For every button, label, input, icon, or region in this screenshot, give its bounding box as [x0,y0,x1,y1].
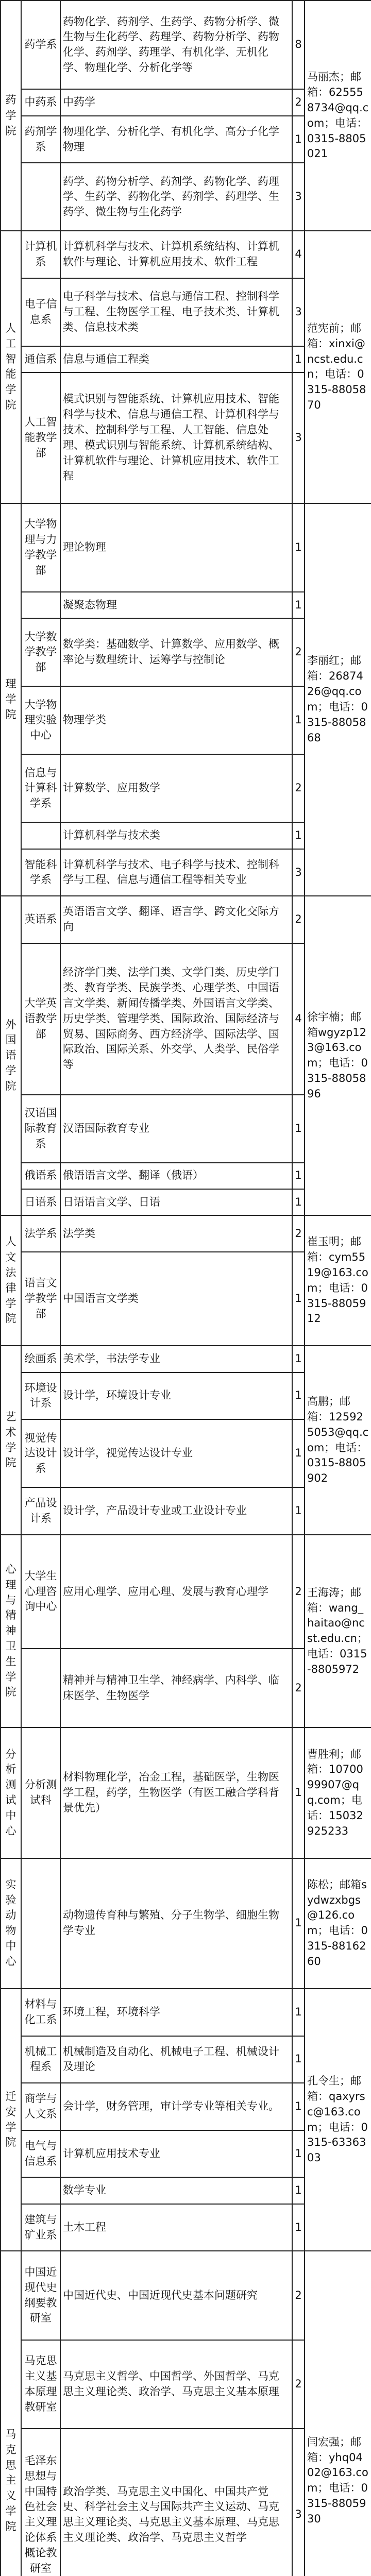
department-name [21,822,60,849]
major-requirements: 药学、药物分析学、药剂学、药物化学、药理学、生药学、药物化学、药剂学、药理学、生药学、微生物与生化药学 [60,163,292,231]
major-requirements: 数学专业 [60,2177,292,2204]
position-count: 1 [292,2083,305,2130]
department-name [21,1858,60,1989]
contact-info: 马丽杰；邮箱：625558734@qq.com；电话：0315-8805021 [305,1,371,231]
department-name: 智能科学系 [21,849,60,896]
position-count: 1 [292,686,305,754]
department-name: 中药系 [21,89,60,115]
position-count: 4 [292,943,305,1095]
college-name: 人文法律学院 [1,1215,21,1346]
major-requirements: 日语语言文学、日语 [60,1189,292,1215]
table-row [1,1727,371,1858]
department-name: 商学与人文系 [21,2083,60,2130]
contact-info: 高鹏；邮箱：125925053@qq.com；电话：0315-8805902 [305,1346,371,1535]
position-count: 1 [292,1189,305,1215]
table-row [1,896,371,943]
college-name: 药学院 [1,1,21,231]
department-name: 计算机系 [21,231,60,278]
major-requirements: 信息与通信工程类 [60,346,292,372]
table-row [1,231,371,278]
position-count: 1 [292,1419,305,1487]
table-row [1,1535,371,1649]
department-name: 建筑与矿业系 [21,2204,60,2251]
department-name: 电子信息系 [21,278,60,346]
position-count: 3 [292,2429,305,2576]
position-count: 3 [292,372,305,503]
department-name: 机械工程系 [21,2036,60,2083]
department-name: 法学系 [21,1215,60,1252]
position-count: 1 [292,1252,305,1346]
college-name: 理学院 [1,503,21,896]
major-requirements: 会计学，财务管理，审计学专业等相关专业。 [60,2083,292,2130]
college-name: 马克思主义学院 [1,2251,21,2576]
department-name: 分析测试科 [21,1727,60,1858]
department-name: 材料与化工系 [21,1989,60,2036]
position-count: 2 [292,1649,305,1727]
major-requirements: 凝聚态物理 [60,592,292,618]
department-name: 视觉传达设计系 [21,1419,60,1487]
department-name [21,1649,60,1727]
position-count: 2 [292,2340,305,2429]
college-name: 实验动物中心 [1,1858,21,1989]
major-requirements: 俄语语言文学、翻译（俄语） [60,1163,292,1189]
table-row [1,1215,371,1252]
department-name: 毛泽东思想与中国特色社会主义理论体系概论教研室 [21,2429,60,2576]
position-count: 4 [292,231,305,278]
department-name: 产品设计系 [21,1487,60,1535]
table-row [1,503,371,592]
position-count: 1 [292,1487,305,1535]
major-requirements: 模式识别与智能系统、计算机应用技术、智能科学与技术、信息与通信工程、计算机科学与技术、控制科学与工程、人工智能、信息处理、模式识别与智能系统、计算机系统结构、计算机软件与理论、计算机应用技术、软件工程 [60,372,292,503]
major-requirements: 环境工程，环境科学 [60,1989,292,2036]
major-requirements: 理论物理 [60,503,292,592]
major-requirements: 计算机科学与技术类 [60,822,292,849]
department-name: 日语系 [21,1189,60,1215]
major-requirements: 设计学，视觉传达设计专业 [60,1419,292,1487]
position-count: 1 [292,1372,305,1420]
department-name: 马克思主义基本原理教研室 [21,2340,60,2429]
major-requirements: 计算机科学与技术、电子科学与技术、控制科学与工程、信息与通信工程等相关专业 [60,849,292,896]
position-count: 1 [292,503,305,592]
position-count: 2 [292,89,305,115]
table-row [1,1346,371,1372]
department-name: 大学数学教学部 [21,618,60,686]
table-row [1,1858,371,1989]
department-name [21,2177,60,2204]
major-requirements: 药物化学、药剂学、生药学、药物分析学、微生物与生化药学、药理学、药物分析学、药物化学、药剂学、药理学、有机化学、无机化学、物理化学、分析化学等 [60,1,292,89]
department-name [21,592,60,618]
college-name: 迁安学院 [1,1989,21,2251]
major-requirements: 中药学 [60,89,292,115]
major-requirements: 电子科学与技术、信息与通信工程、控制科学与工程、生物医学工程、电子技术类、计算机类、信息技术类 [60,278,292,346]
major-requirements: 中国近代史、中国近现代史基本问题研究 [60,2251,292,2340]
department-name: 绘画系 [21,1346,60,1372]
position-count: 2 [292,1215,305,1252]
major-requirements: 美术学，书法学专业 [60,1346,292,1372]
position-count: 1 [292,1095,305,1163]
position-count: 1 [292,2177,305,2204]
major-requirements: 精神并与精神卫生学、神经病学、内科学、临床医学、生物医学 [60,1649,292,1727]
contact-info: 李丽红；邮箱：2687426@qq.com；电话：0315-8805868 [305,503,371,896]
major-requirements: 动物遗传育种与繁殖、分子生物学、细胞生物学专业 [60,1858,292,1989]
position-count: 1 [292,116,305,163]
major-requirements: 设计学，产品设计专业或工业设计专业 [60,1487,292,1535]
major-requirements: 马克思主义哲学、中国哲学、外国哲学、马克思主义理论类、政治学、马克思主义基本原理 [60,2340,292,2429]
position-count: 2 [292,618,305,686]
major-requirements: 应用心理学、应用心理、发展与教育心理学 [60,1535,292,1649]
major-requirements: 中国语言文学类 [60,1252,292,1346]
department-name: 英语系 [21,896,60,943]
department-name: 俄语系 [21,1163,60,1189]
position-count: 1 [292,1727,305,1858]
department-name: 大学生心理咨询中心 [21,1535,60,1649]
position-count: 1 [292,592,305,618]
position-count: 1 [292,2130,305,2178]
position-count: 1 [292,1346,305,1372]
position-count: 1 [292,1163,305,1189]
major-requirements: 土木工程 [60,2204,292,2251]
position-count: 2 [292,754,305,822]
position-count: 8 [292,1,305,89]
major-requirements: 英语语言文学、翻译、语言学、跨文化交际方向 [60,896,292,943]
department-name: 药剂学系 [21,116,60,163]
position-count: 2 [292,896,305,943]
contact-info: 范宪前；邮箱：xinxi@ncst.edu.cn；电话：0315-8805870 [305,231,371,503]
department-name: 大学英语教学部 [21,943,60,1095]
position-count: 3 [292,163,305,231]
college-name: 分析测试中心 [1,1727,21,1858]
department-name: 大学物理实验中心 [21,686,60,754]
position-count: 1 [292,2036,305,2083]
department-name: 通信系 [21,346,60,372]
major-requirements: 材料物理化学，冶金工程，基础医学，生物医学工程，药学，生物医学（有医工融合学科背景优先） [60,1727,292,1858]
department-name: 电气与信息系 [21,2130,60,2178]
department-name [21,163,60,231]
college-name: 人工智能学院 [1,231,21,503]
table-row [1,1,371,89]
table-row [1,1989,371,2036]
department-name: 汉语国际教育系 [21,1095,60,1163]
major-requirements: 法学类 [60,1215,292,1252]
position-count: 2 [292,1535,305,1649]
college-name: 艺术学院 [1,1346,21,1535]
major-requirements: 计算数学、应用数学 [60,754,292,822]
department-name: 药学系 [21,1,60,89]
department-name: 大学物理与力学教学部 [21,503,60,592]
college-name: 外国语学院 [1,896,21,1215]
contact-info: 徐宇楠；邮箱wgyzp123@163.com；电话：0315-8805896 [305,896,371,1215]
major-requirements: 数学类：基础数学、计算数学、应用数学、概率论与数理统计、运筹学与控制论 [60,618,292,686]
department-name: 语言文学教学部 [21,1252,60,1346]
college-name: 心理与精神卫生学院 [1,1535,21,1727]
contact-info: 孔令生；邮箱：qaxyrsc@163.com；电话：0315-6336303 [305,1989,371,2251]
position-count: 1 [292,346,305,372]
contact-info: 王海涛；邮箱：wang_haitao@ncst.edu.cn；电话：0315-8805972 [305,1535,371,1727]
major-requirements: 物理化学、分析化学、有机化学、高分子化学物理 [60,116,292,163]
position-count: 3 [292,278,305,346]
major-requirements: 汉语国际教育专业 [60,1095,292,1163]
major-requirements: 物理学类 [60,686,292,754]
major-requirements: 计算机科学与技术、计算机系统结构、计算机软件与理论、计算机应用技术、软件工程 [60,231,292,278]
department-name: 中国近现代史纲要教研室 [21,2251,60,2340]
contact-info: 陈松；邮箱sydwzxbgs@126.com；电话：0315-8816260 [305,1858,371,1989]
department-name: 信息与计算科学系 [21,754,60,822]
table-row [1,2251,371,2340]
major-requirements: 机械制造及自动化、机械电子工程、机械设计及理论 [60,2036,292,2083]
position-count: 1 [292,1858,305,1989]
major-requirements: 政治学类、马克思主义中国化、中国共产党史、科学社会主义与国际共产主义运动、马克思主义理论类、马克思主义基本原理、马克思主义理论类、政治学、马克思主义哲学 [60,2429,292,2576]
major-requirements: 经济学门类、法学门类、文学门类、历史学门类、教育学类、民族学类、心理学类、中国语言文学类、新闻传播学类、外国语言文学类、历史学类、管理学类、国际政治、国际经济与贸易、国际商务、西方经济学、国际法学、国际政治、国际关系、外交学、人类学、民俗学等 [60,943,292,1095]
department-name: 环境设计系 [21,1372,60,1420]
department-name: 人工智能教学部 [21,372,60,503]
major-requirements: 设计学，环境设计专业 [60,1372,292,1420]
major-requirements: 计算机应用技术专业 [60,2130,292,2178]
contact-info: 崔玉明；邮箱：cym5519@163.com；电话：0315-8805912 [305,1215,371,1346]
position-count: 2 [292,2251,305,2340]
contact-info: 闫宏强；邮箱：yhq0402@163.com；电话：0315-8805930 [305,2251,371,2576]
position-count: 1 [292,822,305,849]
position-count: 3 [292,849,305,896]
contact-info: 曹胜利；邮箱：1070099907@qq.com；电话：15032925233 [305,1727,371,1858]
position-count: 1 [292,1989,305,2036]
position-count: 1 [292,2204,305,2251]
